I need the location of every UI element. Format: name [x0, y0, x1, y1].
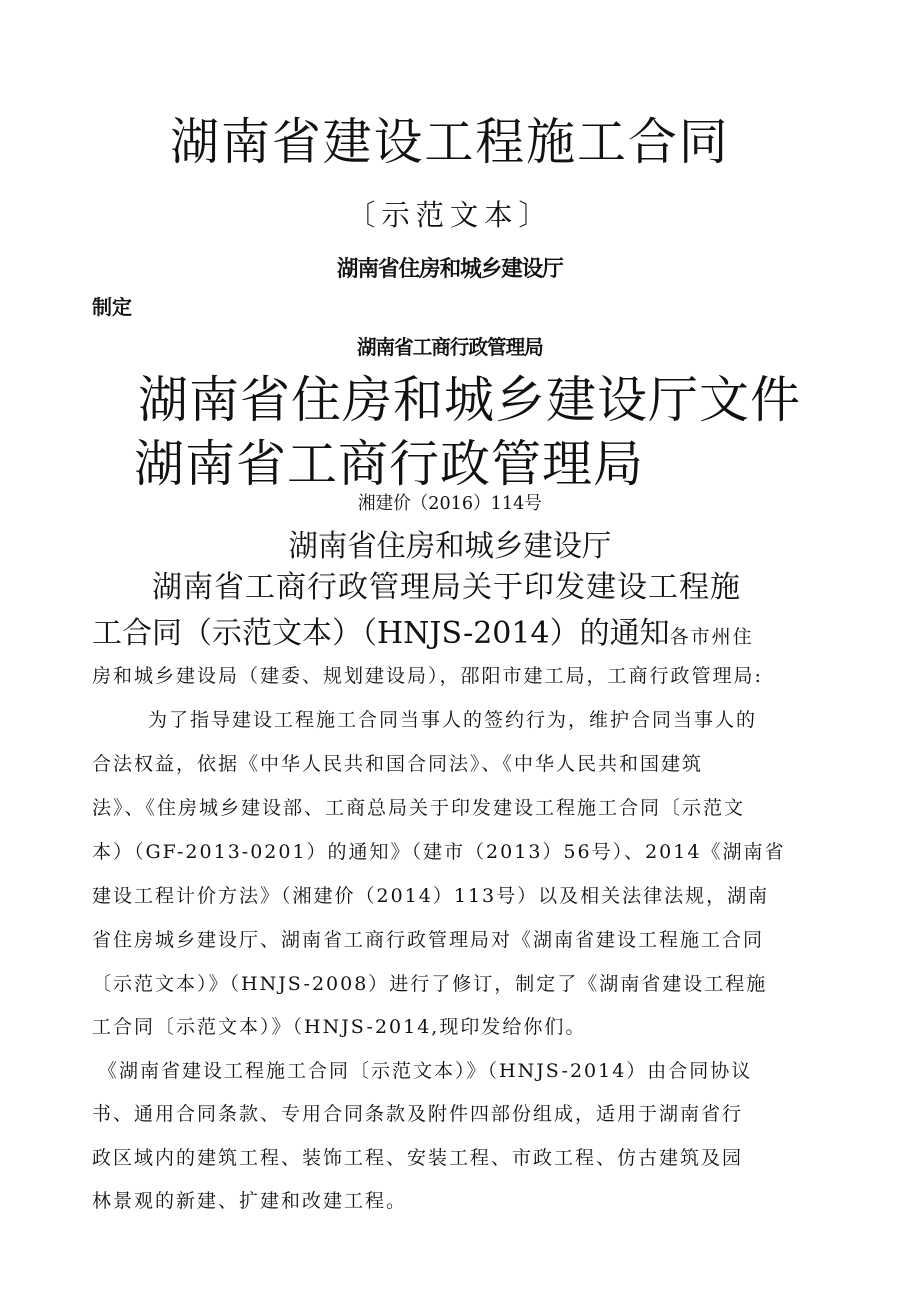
contract-title: 湖南省建设工程施工合同 [170, 113, 730, 171]
body-line: 为了指导建设工程施工合同当事人的签约行为，维护合同当事人的 [148, 709, 758, 731]
notice-header-line-2: 湖南省工商行政管理局 [134, 435, 644, 493]
body-line: 〔示范文本）》（HNJS-2008）进行了修订，制定了《湖南省建设工程施 [92, 973, 768, 995]
made-by-label: 制定 [92, 295, 132, 319]
body-line: 合法权益，依据《中华人民共和国合同法》、《中华人民共和国建筑 [92, 753, 704, 775]
body-line: 书、通用合同条款、专用合同条款及附件四部份组成，适用于湖南省行 [92, 1103, 744, 1125]
body-line: 《湖南省建设工程施工合同〔示范文本）》（HNJS-2014）由合同协议 [98, 1060, 753, 1082]
issuer-commerce-bureau: 湖南省工商行政管理局 [356, 335, 543, 359]
body-line: 林景观的新建、扩建和改建工程。 [92, 1190, 408, 1212]
notice-heading-line-3-text: 工合同（示范文本）（HNJS-2014）的通知 [92, 616, 670, 651]
body-line: 本）（GF-2013-0201）的通知》（建市（2013）56号）、2014《湖南省 [92, 841, 786, 863]
body-line: 房和城乡建设局（建委、规划建设局），邵阳市建工局，工商行政管理局: [92, 665, 763, 687]
issuer-housing-department: 湖南省住房和城乡建设厅 [336, 257, 563, 282]
body-line: 法》、《住房城乡建设部、工商总局关于印发建设工程施工合同〔示范文 [92, 797, 746, 819]
body-line: 政区域内的建筑工程、装饰工程、安装工程、市政工程、仿古建筑及园 [92, 1147, 744, 1169]
body-line: 省住房城乡建设厅、湖南省工商行政管理局对《湖南省建设工程施工合同 [92, 929, 765, 951]
notice-header-line-1: 湖南省住房和城乡建设厅文件 [138, 371, 801, 429]
body-line: 工合同〔示范文本）》（HNJS-2014,现印发给你们。 [92, 1016, 587, 1038]
notice-heading-line-1: 湖南省住房和城乡建设厅 [288, 529, 612, 564]
recipient-start: 各市州住 [669, 626, 754, 648]
body-line: 建设工程计价方法》（湘建价（2014）113号）以及相关法律法规，湖南 [92, 885, 770, 907]
document-number: 湘建价（2016）114号 [357, 493, 542, 514]
contract-subtitle: 〔示范文本〕 [347, 198, 553, 232]
notice-heading-line-2: 湖南省工商行政管理局关于印发建设工程施 [152, 570, 741, 605]
notice-heading-line-3 [92, 608, 754, 652]
